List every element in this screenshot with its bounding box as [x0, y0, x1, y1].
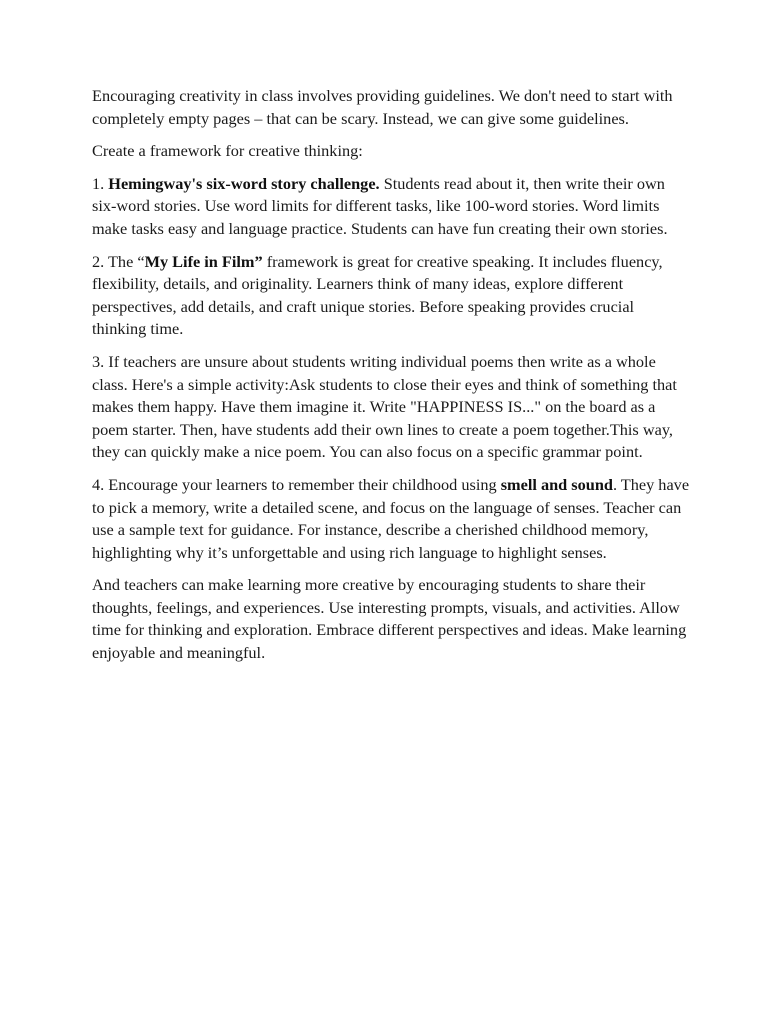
item-2-prefix: 2. The “ — [92, 251, 145, 271]
framework-heading: Create a framework for creative thinking: — [92, 141, 363, 161]
list-item-1 — [92, 173, 692, 241]
list-item-3: 3. If teachers are unsure about students writing individual poems then write as a whole class. Here's a simple activity:Ask students to close their eyes and think of something that makes them happy. Have them imagine it. Write "HAPPINESS IS..." on the board as a poem starter. Then, have students add their own lines to create a poem together.This way, they can quickly make a nice poem. You can also focus on a specific grammar point. — [92, 351, 677, 462]
list-item-2 — [92, 251, 692, 341]
item-2-title: My Life in Film” — [144, 251, 263, 271]
item-1-number: 1. — [92, 173, 109, 193]
conclusion-paragraph: And teachers can make learning more creative by encouraging students to share their thoughts, feelings, and experiences. Use interesting prompts, visuals, and activities. Allow time for thinking and exploration. Embrace different perspectives and ideas. Make learning enjoyable and meaningful. — [92, 575, 687, 663]
item-1-text: Students read about it, then write their own six-word stories. Use word limits for different tasks, like 100-word stories. Word limits make tasks easy and language practice. Students can have fun creating their own stories. — [92, 173, 668, 238]
item-4-emphasis: smell and sound — [500, 474, 613, 494]
intro-paragraph: Encouraging creativity in class involves providing guidelines. We don't need to start with completely empty pages – that can be scary. Instead, we can give some guidelines. — [92, 86, 673, 128]
item-4-prefix: 4. Encourage your learners to remember their childhood using — [92, 474, 501, 494]
document-page — [92, 85, 692, 675]
item-4-text: . They have to pick a memory, write a detailed scene, and focus on the language of senses. Teacher can use a sample text for guidance. For instance, describe a cherished childhood memory, highlighting why it’s unforgettable and using rich language to highlight senses. — [92, 474, 690, 562]
list-item-4 — [92, 474, 692, 564]
item-2-text: framework is great for creative speaking. It includes fluency, flexibility, details, and originality. Learners think of many ideas, explore different perspectives, add details, and craft unique stories. Before speaking provides crucial thinking time. — [92, 251, 663, 339]
item-1-title: Hemingway's six-word story challenge. — [108, 173, 380, 193]
